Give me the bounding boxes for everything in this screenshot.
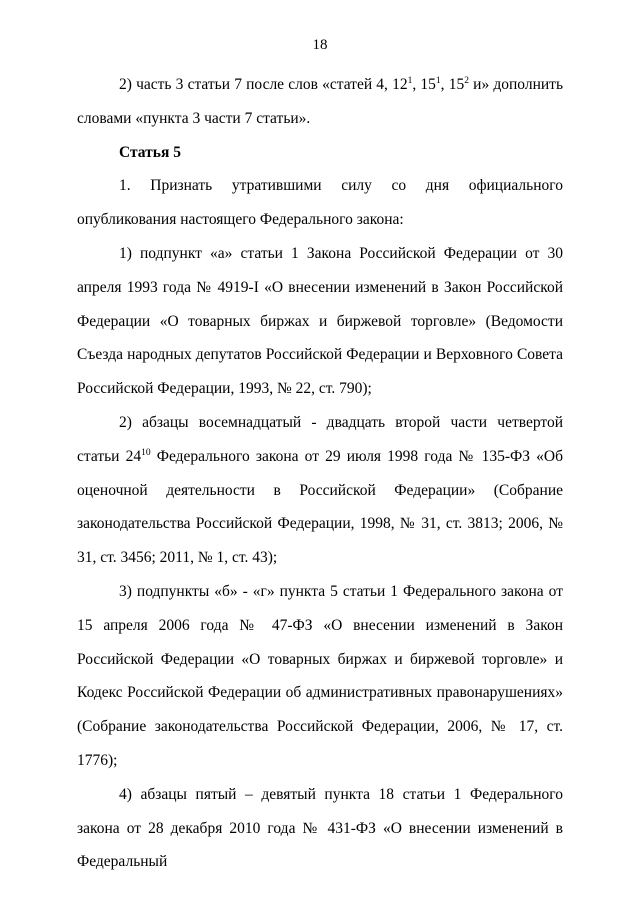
page-number: 18 — [312, 37, 328, 53]
list-item-3: 3) подпункты «б» - «г» пункта 5 статьи 1 Федерального закона от 15 апреля 2006 года № 47-ФЗ «О внесении изменений в Закон Российской Федерации «О товарных биржах и биржевой торговле» и Кодекс Российской Федерации об административных правонарушениях» (Собрание законодательства Российской Федерации, 2006, № 17, ст. 1776); — [77, 582, 563, 769]
list-item-2: 2) абзацы восемнадцатый - двадцать второй части четвертой статьи $24^{10}$ Федерального закона от 29 июля 1998 года № 135-ФЗ «Об оценочной деятельности в Российской Федерации» (Собрание законодательства Российской Федерации, 1998, № 31, ст. 3813; 2006, № 31, ст. 3456; 2011, № 1, ст. 43); — [77, 413, 563, 567]
superscript: 10 — [141, 447, 151, 458]
superscript: 1 — [407, 76, 413, 86]
article-heading: Статья 5 — [119, 143, 181, 161]
document-body — [77, 68, 563, 879]
superscript: 2 — [464, 76, 469, 86]
article-intro-paragraph: 1. Признать утратившими силу со дня официального опубликования настоящего Федерального закона: — [77, 177, 563, 229]
list-item-1: 1) подпункт «а» статьи 1 Закона Российской Федерации от 30 апреля 1993 года № 4919-I «О внесении изменений в Закон Российской Федерации «О товарных биржах и биржевой торговле» (Ведомости Съезда народных депутатов Российской Федерации и Верховного Совета Российской Федерации, 1993, № 22, ст. 790); — [77, 244, 563, 398]
list-item-4: 4) абзацы пятый – девятый пункта 18 статьи 1 Федерального закона от 28 декабря 2010 года № 431-ФЗ «О внесении изменений в Федеральный — [77, 785, 563, 871]
paragraph-part-3-article-7: 2) часть 3 статьи 7 после слов «статей 4, $12^1$, $15^1$, $15^2$ и» дополнить словами «пункта 3 части 7 статьи». — [77, 76, 564, 127]
superscript: 1 — [435, 76, 441, 86]
